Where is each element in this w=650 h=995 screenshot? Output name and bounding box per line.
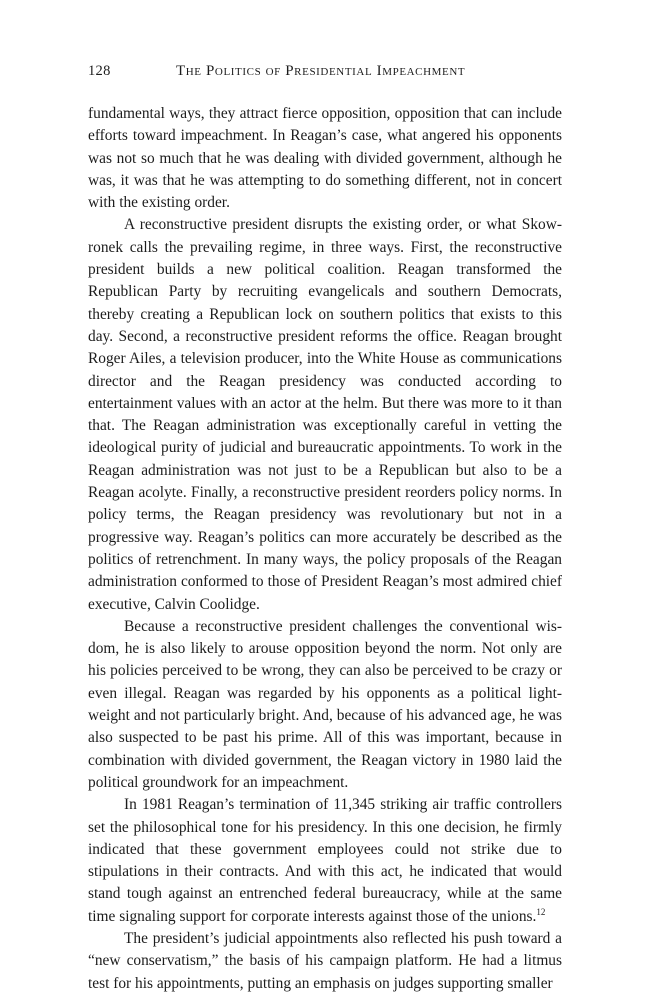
footnote-reference: 12 xyxy=(536,906,546,917)
paragraph-text: Because a reconstructive president challenges the conventional wisdom, he is also likely to arouse opposition beyond the norm. Not only are his policies perceived to be wrong, they can also be perceived to be crazy or even illegal. Reagan was regarded by his opponents as a political lightweight and not particularly bright. And, because of his advanced age, he was also suspected to be past his prime. All of this was important, because in combination with divided government, the Reagan victory in 1980 laid the political groundwork for an impeachment. xyxy=(88,617,562,791)
paragraph xyxy=(88,928,562,995)
body-text xyxy=(88,103,562,995)
paragraph-text: A reconstructive president disrupts the existing order, or what Skowronek calls the prevailing regime, in three ways. First, the reconstructive president builds a new political coalition. Reagan transformed the Republican Party by recruiting evangelicals and southern Democrats, thereby creating a Republican lock on southern politics that exists to this day. Second, a reconstructive president reforms the office. Reagan brought Roger Ailes, a television producer, into the White House as communications director and the Reagan presidency was conducted according to entertainment values with an actor at the helm. But there was more to it than that. The Reagan administration was exceptionally careful in vetting the ideological purity of judicial and bureaucratic appointments. To work in the Reagan administration was not just to be a Republican but also to be a Reagan acolyte. Finally, a reconstructive president reorders policy norms. In policy terms, the Reagan presidency was revolutionary but not in a progressive way. Reagan’s politics can more accurately be described as the politics of retrenchment. In many ways, the policy proposals of the Reagan administration conformed to those of President Reagan’s most admired chief executive, Calvin Coolidge. xyxy=(88,216,562,613)
running-head xyxy=(88,60,563,82)
page-number: 128 xyxy=(88,63,111,79)
paragraph xyxy=(88,103,562,214)
paragraph-text: The president’s judicial appointments also reflected his push toward a “new conservatism,” the basis of his campaign platform. He had a litmus test for his appointments, putting an emphasis on judges supporting smaller xyxy=(88,929,562,992)
running-title: The Politics of Presidential Impeachment xyxy=(176,63,466,79)
paragraph xyxy=(88,616,562,794)
paragraph-text: In 1981 Reagan’s termination of 11,345 striking air traffic controllers set the philosophical tone for his presidency. In this one decision, he firmly indicated that these government employees could not strike due to stipulations in their contracts. And with this act, he indicated that would stand tough against an entrenched federal bureaucracy, while at the same time signaling support for corporate interests against those of the unions. xyxy=(88,796,562,925)
paragraph xyxy=(88,794,562,928)
paragraph-text: fundamental ways, they attract fierce opposition, opposition that can include efforts toward impeachment. In Reagan’s case, what angered his opponents was not so much that he was dealing with divided government, although he was, it was that he was attempting to do something different, not in concert with the existing order. xyxy=(88,105,562,212)
paragraph xyxy=(88,214,562,615)
